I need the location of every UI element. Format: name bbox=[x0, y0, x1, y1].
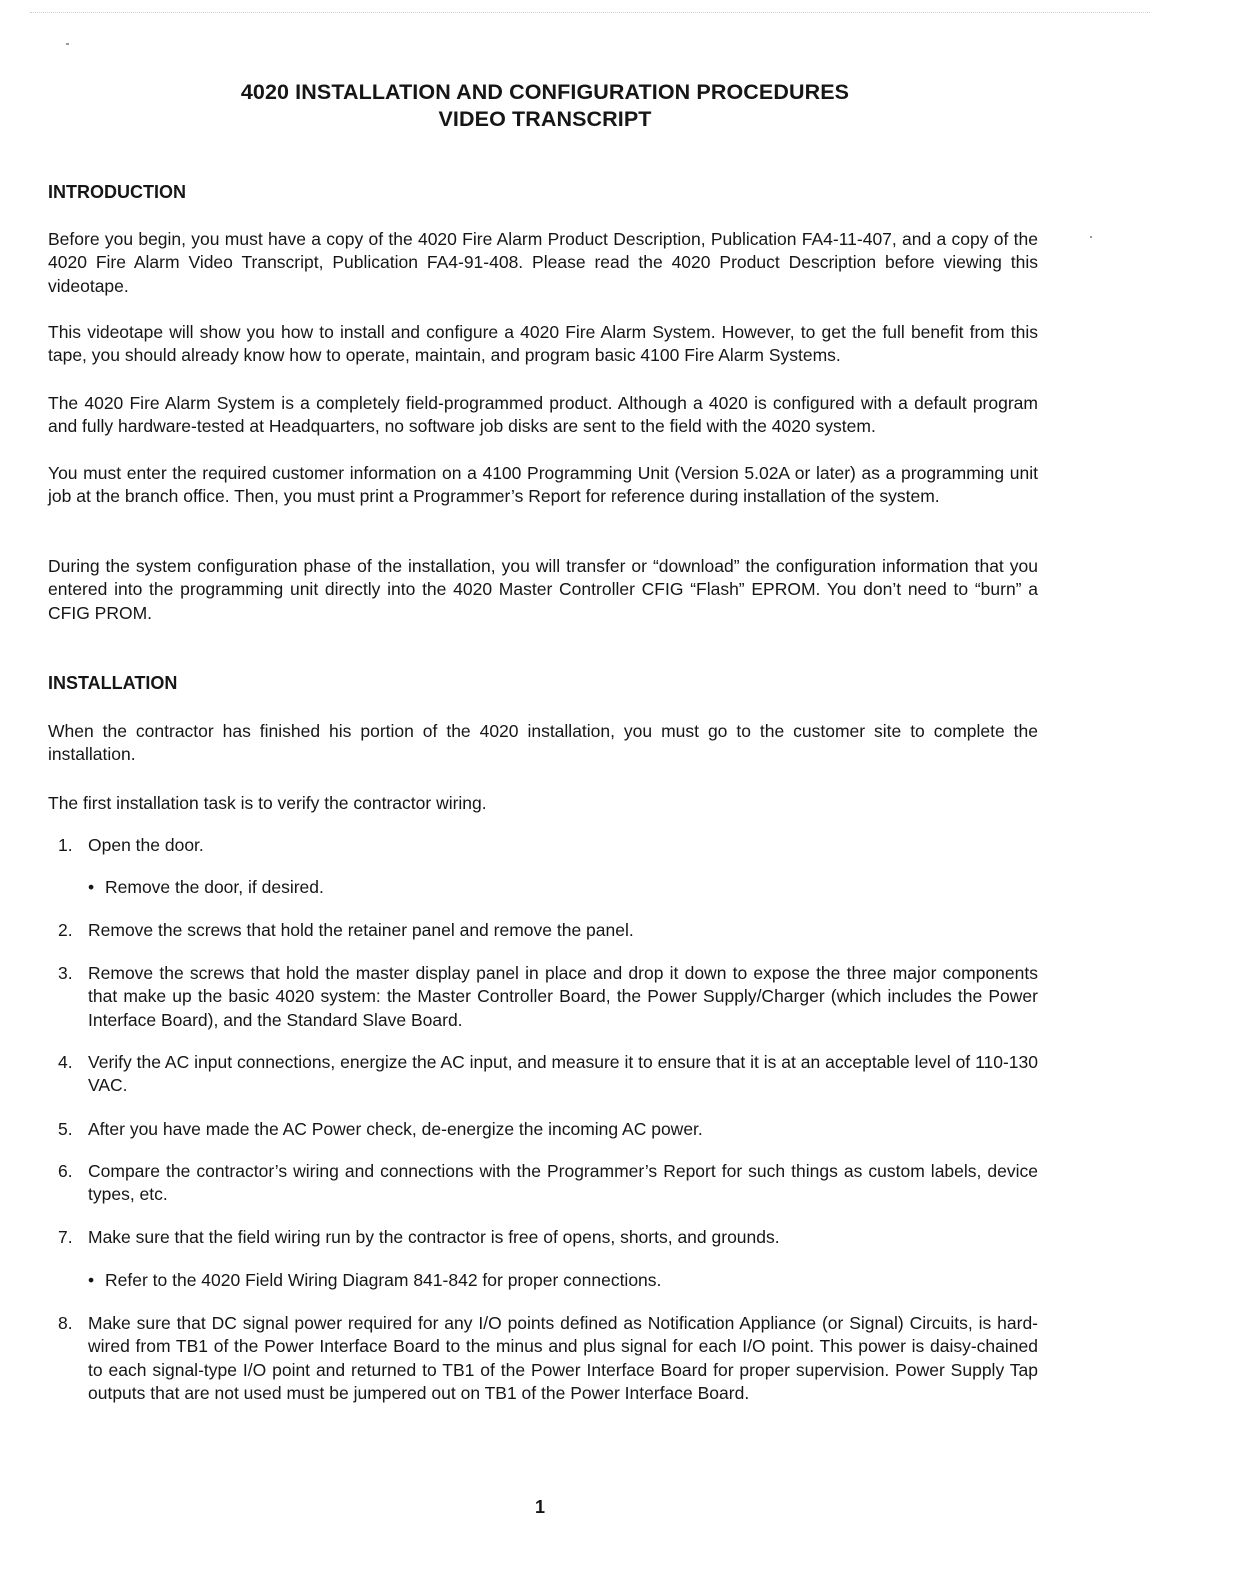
installation-paragraph: When the contractor has finished his portion of the 4020 installation, you must go to the customer site to complete the installation. bbox=[48, 721, 1038, 765]
intro-paragraph: During the system configuration phase of the installation, you will transfer or “download” the configuration information that you entered into the programming unit directly into the 4020 Master Controller CFIG “Flash” EPROM. You don’t need to “burn” a CFIG PROM. bbox=[48, 556, 1038, 623]
list-item-step-2 bbox=[48, 919, 1038, 942]
scan-artifact-line bbox=[30, 12, 1150, 14]
page-number: 1 bbox=[534, 1497, 545, 1517]
document-subtitle: VIDEO TRANSCRIPT bbox=[438, 107, 652, 131]
intro-paragraph: Before you begin, you must have a copy of the 4020 Fire Alarm Product Description, Publication FA4-11-407, and a copy of the 4020 Fire Alarm Video Transcript, Publication FA4-91-408. Please read the 4020 Product Description before viewing this videotape. bbox=[48, 229, 1038, 296]
step-number: 2. bbox=[58, 920, 73, 940]
bullet-item bbox=[88, 1269, 661, 1292]
intro-paragraph: The 4020 Fire Alarm System is a completely field-programmed product. Although a 4020 is configured with a default program and fully hardware-tested at Headquarters, no software job disks are sent to the field with the 4020 system. bbox=[48, 393, 1038, 437]
step-number: 5. bbox=[58, 1119, 73, 1139]
list-item-step-4 bbox=[48, 1051, 1038, 1098]
step-number: 8. bbox=[58, 1313, 73, 1333]
step-text: Remove the screws that hold the master display panel in place and drop it down to expose the three major components that make up the basic 4020 system: the Master Controller Board, the Power Supply/Charger (which includes the Power Interface Board), and the Standard Slave Board. bbox=[88, 963, 1038, 1030]
bullet-text: Refer to the 4020 Field Wiring Diagram 841-842 for proper connections. bbox=[105, 1270, 662, 1290]
step-text: Open the door. bbox=[88, 835, 204, 855]
step-text: Compare the contractor’s wiring and connections with the Programmer’s Report for such things as custom labels, device types, etc. bbox=[88, 1161, 1038, 1205]
bullet-symbol: • bbox=[88, 1270, 95, 1290]
list-item-step-8 bbox=[48, 1312, 1038, 1406]
list-item-step-1 bbox=[48, 834, 1038, 857]
step-number: 1. bbox=[58, 835, 73, 855]
installation-paragraph: The first installation task is to verify the contractor wiring. bbox=[48, 793, 487, 813]
scan-speck bbox=[66, 43, 69, 45]
bullet-item bbox=[88, 876, 324, 899]
step-number: 3. bbox=[58, 963, 73, 983]
step-number: 4. bbox=[58, 1052, 73, 1072]
step-text: Make sure that DC signal power required for any I/O points defined as Notification Appliance (or Signal) Circuits, is hard-wired from TB1 of the Power Interface Board to the minus and plus signal for each I/O point. This power is daisy-chained to each signal-type I/O point and returned to TB1 of the Power Interface Board for proper supervision. Power Supply Tap outputs that are not used must be jumpered out on TB1 of the Power Interface Board. bbox=[88, 1313, 1038, 1404]
list-item-step-7 bbox=[48, 1226, 1038, 1249]
step-number: 6. bbox=[58, 1161, 73, 1181]
step-text: Remove the screws that hold the retainer panel and remove the panel. bbox=[88, 920, 634, 940]
document-title: 4020 INSTALLATION AND CONFIGURATION PROCEDURES bbox=[240, 80, 850, 104]
bullet-text: Remove the door, if desired. bbox=[105, 877, 324, 897]
list-item-step-6 bbox=[48, 1160, 1038, 1207]
step-text: After you have made the AC Power check, de-energize the incoming AC power. bbox=[88, 1119, 703, 1139]
scan-speck bbox=[1090, 236, 1092, 238]
intro-paragraph: This videotape will show you how to install and configure a 4020 Fire Alarm System. However, to get the full benefit from this tape, you should already know how to operate, maintain, and program basic 4100 Fire Alarm Systems. bbox=[48, 322, 1038, 366]
section-heading-introduction: INTRODUCTION bbox=[48, 182, 186, 202]
bullet-symbol: • bbox=[88, 877, 95, 897]
step-number: 7. bbox=[58, 1227, 73, 1247]
section-heading-installation: INSTALLATION bbox=[48, 673, 178, 693]
list-item-step-3 bbox=[48, 962, 1038, 1032]
intro-paragraph: You must enter the required customer information on a 4100 Programming Unit (Version 5.02A or later) as a programming unit job at the branch office. Then, you must print a Programmer’s Report for reference during installation of the system. bbox=[48, 463, 1038, 507]
list-item-step-5 bbox=[48, 1118, 1038, 1141]
step-text: Verify the AC input connections, energize the AC input, and measure it to ensure that it is at an acceptable level of 110-130 VAC. bbox=[88, 1052, 1038, 1096]
step-text: Make sure that the field wiring run by the contractor is free of opens, shorts, and grounds. bbox=[88, 1227, 780, 1247]
